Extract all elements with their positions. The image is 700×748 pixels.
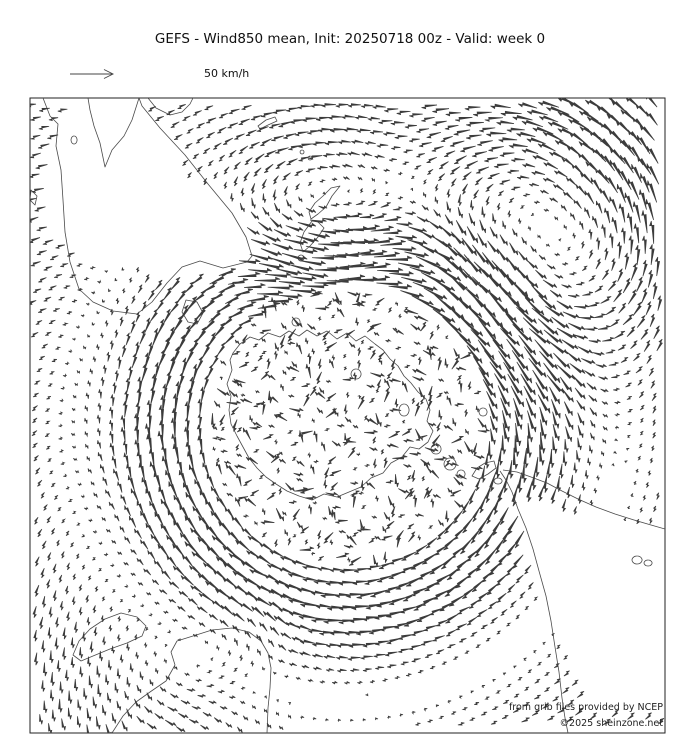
attribution-copyright: ©2025 sheinzone.net <box>559 718 663 729</box>
attribution-source: from grib files provided by NCEP <box>508 702 663 713</box>
reference-arrow-label: 50 km/h <box>204 67 250 80</box>
reference-arrow-icon <box>70 70 113 79</box>
chart-title: GEFS - Wind850 mean, Init: 20250718 00z - Valid: week 0 <box>154 31 546 47</box>
